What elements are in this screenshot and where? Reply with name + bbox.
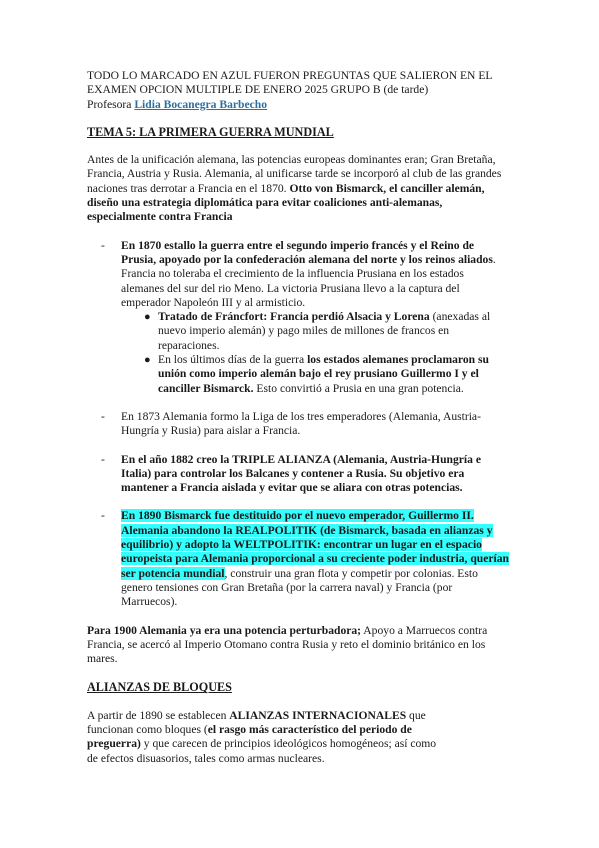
intro-bold-text: Otto von Bismarck, el canciller alemán, diseño una estrategia diplomática para evitar coaliciones anti-alemanas, especialmente contra Francia: [87, 181, 485, 224]
alianzas-line-3: [87, 737, 509, 751]
list-item-1882: [87, 453, 509, 496]
closing-bold-text: Para 1900 Alemania ya era una potencia perturbadora;: [87, 623, 362, 637]
alianzas-paragraph: [87, 709, 509, 766]
dash-marker: -: [101, 409, 105, 423]
sub-item-imperio-text-2: Esto convirtió a Prusia en una gran potencia.: [253, 381, 464, 395]
dash-marker: -: [101, 452, 105, 466]
professor-line: [87, 98, 509, 112]
alianzas-line-2: [87, 723, 509, 737]
item-1882-bold: En el año 1882 creo la TRIPLE ALIANZA (Alemania, Austria-Hungría e Italia) para controlar los Balcanes y contener a Rusia. Su objetivo era mantener a Francia aislada y evitar que se aliara con otras potencias.: [121, 452, 481, 495]
document-header: [87, 69, 509, 112]
sub-list-1870: [121, 310, 509, 396]
item-1870-bold: En 1870 estallo la guerra entre el segundo imperio francés y el Reino de Prusia, apoyado por la confederación alemana del norte y los reinos aliados: [121, 238, 493, 266]
section-title-tema-5: TEMA 5: LA PRIMERA GUERRA MUNDIAL: [87, 124, 334, 139]
sub-item-imperio-text-1: En los últimos días de la guerra: [158, 353, 308, 367]
sub-item-francfort-bold: Tratado de Fráncfort: Francia perdió Alsacia y Lorena: [158, 310, 430, 324]
item-1890-highlighted-bold: En 1890 Bismarck fue destituido por el nuevo emperador, Guillermo II. Alemania abandono la REALPOLITIK (de Bismarck, basada en alianzas y equilibrio) y adopto la WELTPOLITIK: encontrar un lugar en el espacio europeista para Alemania proporcional a su creciente poder industria, querían ser potencia mundial: [121, 509, 509, 580]
closing-text: Apoyo a Marruecos contra Francia, se acercó al Imperio Otomano contra Rusia y reto el dominio británico en los mares.: [87, 623, 488, 666]
alianzas-line-1: [87, 709, 509, 723]
sub-item-imperio-bold: los estados alemanes proclamaron su unión como imperio alemán bajo el rey prusiano Guillermo I y el canciller Bismarck.: [158, 353, 489, 395]
alianzas-line-1-bold: ALIANZAS INTERNACIONALES: [229, 708, 407, 722]
professor-name-link[interactable]: Lidia Bocanegra Barbecho: [134, 97, 268, 111]
list-item-1870: [87, 239, 509, 396]
alianzas-line-2-text: funcionan como bloques (: [87, 722, 208, 736]
header-line-2: EXAMEN OPCION MULTIPLE DE ENERO 2025 GRUPO B (de tarde): [87, 83, 429, 97]
sub-item-francfort-text: (anexadas al nuevo imperio alemán) y pago miles de millones de francos en reparaciones.: [158, 310, 491, 352]
item-1890-text: , construir una gran flota y competir por colonias. Esto genero tensiones con Gran Bretaña (por la carrera naval) y Francia (por Marruecos).: [121, 566, 478, 609]
item-1873-text: En 1873 Alemania formo la Liga de los tres emperadores (Alemania, Austria-Hungría y Rusia) para aislar a Francia.: [121, 409, 481, 438]
dash-marker: -: [101, 509, 105, 523]
list-item-1873: [87, 410, 509, 439]
alianzas-line-3-text: y que carecen de principios ideológicos homogéneos; así como: [140, 737, 437, 751]
main-list: [87, 239, 509, 610]
list-item-1890: [87, 509, 509, 609]
alianzas-line-3-bold: preguerra): [87, 737, 141, 751]
dash-marker: -: [101, 238, 105, 252]
intro-text: Antes de la unificación alemana, las potencias europeas dominantes eran; Gran Bretaña, Francia, Austria y Rusia. Alemania, al unificarse tarde se incorporó al club de las grandes naciones tras derrotar a Francia en el 1870.: [87, 153, 502, 195]
alianzas-line-1-text-2: que: [406, 708, 426, 722]
item-1870-text: . Francia no toleraba el crecimiento de la influencia Prusiana en los estados alemanes del sur del rio Meno. La victoria Prusiana llevo a la captura del emperador Napoleón III y al armisticio.: [121, 252, 496, 309]
section-title-alianzas: ALIANZAS DE BLOQUES: [87, 680, 232, 695]
professor-label: Profesora: [87, 97, 135, 111]
bullet-icon: ●: [144, 311, 151, 324]
alianzas-line-4: [87, 752, 509, 766]
bullet-icon: ●: [144, 354, 151, 367]
header-line-1: TODO LO MARCADO EN AZUL FUERON PREGUNTAS QUE SALIERON EN EL: [87, 69, 493, 82]
intro-paragraph: [87, 153, 509, 224]
sub-item-francfort: [121, 310, 509, 353]
closing-paragraph: [87, 624, 509, 667]
alianzas-line-2-bold: el rasgo más característico del periodo de: [207, 722, 412, 736]
alianzas-line-1-text: A partir de 1890 se establecen: [87, 708, 230, 722]
sub-item-imperio: [121, 353, 509, 396]
alianzas-line-4-text: de efectos disuasorios, tales como armas nucleares.: [87, 751, 325, 765]
